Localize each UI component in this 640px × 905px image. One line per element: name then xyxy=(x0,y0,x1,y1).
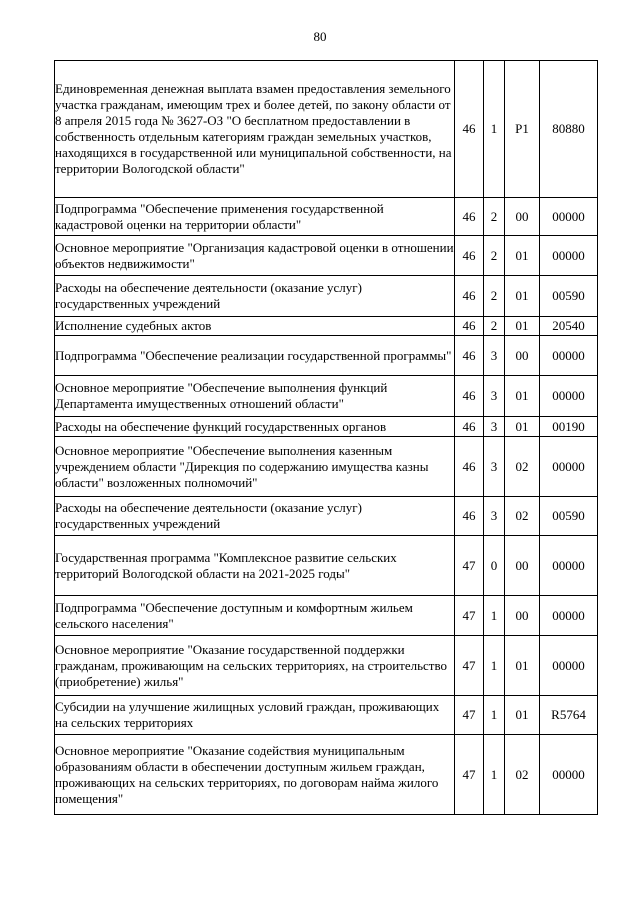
table-row xyxy=(55,497,598,536)
row-code-4: 00000 xyxy=(540,636,598,696)
row-code-3: 00 xyxy=(505,536,540,596)
row-code-2: 2 xyxy=(484,236,505,276)
budget-table xyxy=(54,60,598,815)
row-code-1: 46 xyxy=(455,276,484,317)
row-code-2: 1 xyxy=(484,61,505,198)
row-code-3: 02 xyxy=(505,437,540,497)
table-row xyxy=(55,437,598,497)
row-code-1: 46 xyxy=(455,236,484,276)
table-row xyxy=(55,636,598,696)
row-name: Расходы на обеспечение деятельности (оказание услуг) государственных учреждений xyxy=(55,497,455,536)
row-name: Основное мероприятие "Обеспечение выполнения казенным учреждением области "Дирекция по содержанию имущества казны области" возложенных полномочий" xyxy=(55,437,455,497)
row-code-2: 1 xyxy=(484,696,505,735)
row-code-1: 46 xyxy=(455,497,484,536)
row-name: Расходы на обеспечение деятельности (оказание услуг) государственных учреждений xyxy=(55,276,455,317)
row-code-3: 02 xyxy=(505,735,540,815)
row-code-1: 47 xyxy=(455,636,484,696)
page-number: 80 xyxy=(313,29,327,44)
row-code-2: 0 xyxy=(484,536,505,596)
row-name: Подпрограмма "Обеспечение реализации государственной программы" xyxy=(55,336,455,376)
row-code-4: 00590 xyxy=(540,497,598,536)
row-code-2: 1 xyxy=(484,636,505,696)
row-code-3: 01 xyxy=(505,317,540,336)
row-code-3: 00 xyxy=(505,596,540,636)
row-code-2: 3 xyxy=(484,376,505,417)
row-code-1: 47 xyxy=(455,596,484,636)
row-code-3: 01 xyxy=(505,276,540,317)
row-name: Единовременная денежная выплата взамен предоставления земельного участка гражданам, имеющим трех и более детей, по закону области от 8 апреля 2015 года № 3627-ОЗ "О бесплатном предоставлении в собственность отдельным категориям граждан земельных участков, находящихся в государственной или муниципальной собственности, на территории Вологодской области" xyxy=(55,61,455,198)
row-name: Основное мероприятие "Обеспечение выполнения функций Департамента имущественных отношений области" xyxy=(55,376,455,417)
row-code-1: 46 xyxy=(455,317,484,336)
row-code-1: 46 xyxy=(455,336,484,376)
row-code-4: 00000 xyxy=(540,437,598,497)
row-code-4: 80880 xyxy=(540,61,598,198)
row-code-3: 01 xyxy=(505,417,540,437)
row-code-2: 1 xyxy=(484,735,505,815)
row-code-3: 01 xyxy=(505,696,540,735)
row-name: Исполнение судебных актов xyxy=(55,317,455,336)
row-code-4: 00000 xyxy=(540,536,598,596)
table-row xyxy=(55,61,598,198)
row-code-4: R5764 xyxy=(540,696,598,735)
row-code-4: 00000 xyxy=(540,198,598,236)
row-name: Основное мероприятие "Оказание содействия муниципальным образованиям области в обеспечении доступным жильем граждан, проживающих на сельских территориях, по договорам найма жилого помещения" xyxy=(55,735,455,815)
row-code-2: 2 xyxy=(484,276,505,317)
row-code-4: 00190 xyxy=(540,417,598,437)
row-code-3: 01 xyxy=(505,636,540,696)
row-code-2: 3 xyxy=(484,437,505,497)
row-code-3: P1 xyxy=(505,61,540,198)
row-code-3: 01 xyxy=(505,376,540,417)
row-code-2: 1 xyxy=(484,596,505,636)
row-code-1: 46 xyxy=(455,417,484,437)
row-code-1: 47 xyxy=(455,696,484,735)
row-code-2: 3 xyxy=(484,417,505,437)
table-row xyxy=(55,417,598,437)
row-code-1: 46 xyxy=(455,198,484,236)
row-code-1: 47 xyxy=(455,735,484,815)
row-name: Государственная программа "Комплексное развитие сельских территорий Вологодской области на 2021-2025 годы" xyxy=(55,536,455,596)
row-code-2: 2 xyxy=(484,198,505,236)
row-code-4: 00590 xyxy=(540,276,598,317)
row-code-2: 2 xyxy=(484,317,505,336)
row-code-3: 01 xyxy=(505,236,540,276)
row-code-1: 46 xyxy=(455,61,484,198)
table-row xyxy=(55,317,598,336)
table-row xyxy=(55,276,598,317)
row-name: Основное мероприятие "Оказание государственной поддержки гражданам, проживающим на сельских территориях, на строительство (приобретение) жилья" xyxy=(55,636,455,696)
table-row xyxy=(55,336,598,376)
table-row xyxy=(55,236,598,276)
row-code-4: 00000 xyxy=(540,596,598,636)
table-row xyxy=(55,596,598,636)
row-code-1: 46 xyxy=(455,437,484,497)
row-code-4: 00000 xyxy=(540,376,598,417)
row-code-4: 00000 xyxy=(540,336,598,376)
row-code-4: 20540 xyxy=(540,317,598,336)
row-code-3: 00 xyxy=(505,336,540,376)
row-code-2: 3 xyxy=(484,336,505,376)
row-code-3: 00 xyxy=(505,198,540,236)
row-code-1: 46 xyxy=(455,376,484,417)
row-name: Субсидии на улучшение жилищных условий граждан, проживающих на сельских территориях xyxy=(55,696,455,735)
row-name: Подпрограмма "Обеспечение применения государственной кадастровой оценки на территории области" xyxy=(55,198,455,236)
table-row xyxy=(55,696,598,735)
row-code-2: 3 xyxy=(484,497,505,536)
row-code-3: 02 xyxy=(505,497,540,536)
row-code-4: 00000 xyxy=(540,735,598,815)
table-row xyxy=(55,198,598,236)
row-code-4: 00000 xyxy=(540,236,598,276)
row-name: Расходы на обеспечение функций государственных органов xyxy=(55,417,455,437)
table-row xyxy=(55,376,598,417)
table-row xyxy=(55,536,598,596)
table-row xyxy=(55,735,598,815)
row-name: Основное мероприятие "Организация кадастровой оценки в отношении объектов недвижимости" xyxy=(55,236,455,276)
row-name: Подпрограмма "Обеспечение доступным и комфортным жильем сельского населения" xyxy=(55,596,455,636)
row-code-1: 47 xyxy=(455,536,484,596)
